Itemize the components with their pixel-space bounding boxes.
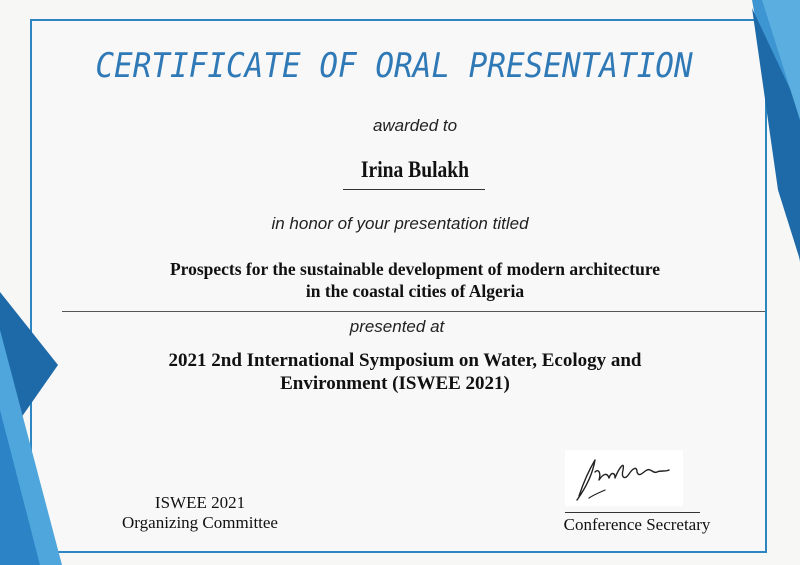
divider-line	[62, 311, 765, 312]
handwritten-signature	[565, 450, 683, 506]
signature-line	[565, 512, 700, 513]
event-name-line-2: Environment (ISWEE 2021)	[280, 373, 510, 394]
certificate-title: CERTIFICATE OF ORAL PRESENTATION	[95, 46, 693, 86]
organizer-name: ISWEE 2021	[154, 493, 246, 512]
recipient-name: Irina Bulakh	[360, 157, 470, 182]
signature-image	[565, 450, 683, 506]
honor-label: in honor of your presentation titled	[271, 214, 529, 233]
event-name-line-1: 2021 2nd International Symposium on Water, Ecology and	[168, 350, 642, 371]
presentation-title-line-1: Prospects for the sustainable development of modern architecture	[169, 259, 661, 279]
awarded-to-label: awarded to	[372, 116, 458, 135]
presented-at-label: presented at	[349, 317, 445, 336]
organizer-committee: Organizing Committee	[122, 513, 278, 532]
presentation-title-line-2: in the coastal cities of Algeria	[305, 281, 525, 301]
signatory-role: Conference Secretary	[563, 515, 711, 534]
name-underline	[343, 189, 485, 190]
